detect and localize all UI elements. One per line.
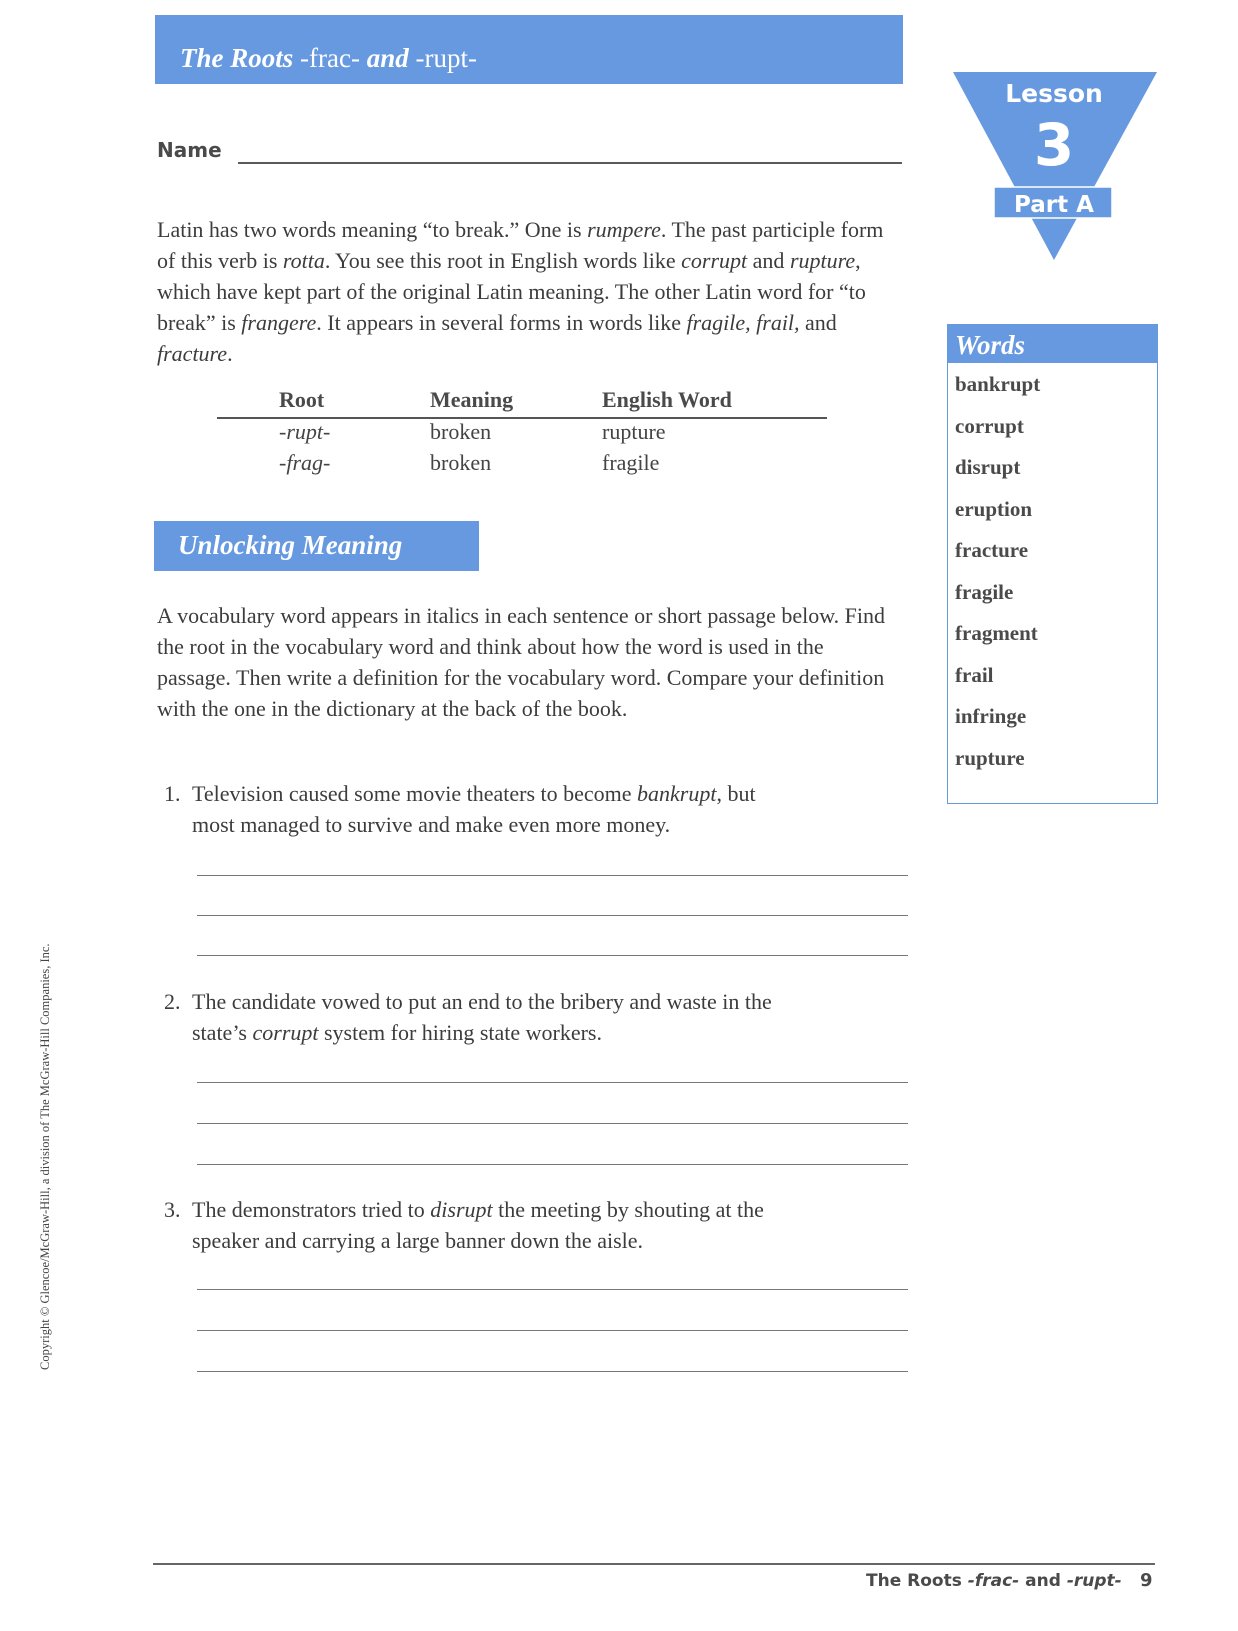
col-english-word: English Word	[602, 387, 732, 412]
lesson-part: Part A	[1014, 192, 1094, 218]
table-row	[217, 419, 827, 450]
vocab-word: bankrupt	[637, 781, 717, 806]
answer-line[interactable]	[197, 955, 908, 956]
question-number: 1.	[164, 781, 181, 806]
page-number: 9	[1140, 1570, 1153, 1591]
answer-line[interactable]	[197, 1082, 908, 1083]
word-item: eruption	[955, 496, 1033, 521]
title-and: and	[366, 43, 409, 73]
word-item: fracture	[955, 538, 1029, 562]
col-root: Root	[279, 387, 325, 412]
words-box	[947, 324, 1158, 804]
cell-meaning: broken	[430, 419, 492, 444]
answer-line[interactable]	[197, 875, 908, 876]
footer-divider	[153, 1563, 1155, 1565]
cell-english-word: rupture	[602, 419, 666, 444]
lesson-badge	[950, 70, 1160, 265]
name-field[interactable]	[238, 162, 902, 164]
answer-line[interactable]	[197, 1289, 908, 1290]
word-item: bankrupt	[955, 372, 1041, 396]
title-root-rupt: -rupt-	[415, 43, 477, 73]
question-3: 3. The demonstrators tried to disrupt the meeting by shouting at the speaker and carrying a large banner down the aisle.	[164, 1194, 904, 1256]
word-item: infringe	[955, 704, 1027, 728]
title-prefix: The Roots	[180, 43, 294, 73]
words-title: Words	[948, 325, 1157, 363]
cell-english-word: fragile	[602, 450, 660, 475]
footer-title: The Roots -frac- and -rupt-	[866, 1571, 1122, 1591]
words-list	[948, 363, 1157, 779]
vocab-word: disrupt	[430, 1197, 493, 1222]
question-line-2: state’s corrupt system for hiring state workers.	[192, 1020, 602, 1045]
word-item: disrupt	[955, 455, 1021, 479]
instructions: A vocabulary word appears in italics in each sentence or short passage below. Find the root in the vocabulary word and think about how the word is used in the passage. Then write a definition for the vocabulary word. Compare your definition with the one in the dictionary at the back of the book.	[157, 603, 886, 721]
root-table	[217, 387, 827, 481]
cell-meaning: broken	[430, 450, 492, 475]
cell-root: -rupt-	[279, 419, 331, 444]
page-title	[180, 43, 477, 74]
word-item: fragile	[955, 579, 1014, 604]
cell-root: -frag-	[279, 450, 331, 475]
root-table-header	[217, 387, 827, 419]
question-line-2: most managed to survive and make even more money.	[192, 812, 671, 837]
answer-line[interactable]	[197, 1123, 908, 1124]
answer-line[interactable]	[197, 1330, 908, 1331]
table-row	[217, 450, 827, 481]
word-item: corrupt	[955, 413, 1024, 438]
answer-line[interactable]	[197, 1164, 908, 1165]
intro-paragraph: Latin has two words meaning “to break.” One is rumpere. The past participle form of this verb is rotta. You see this root in English words like corrupt and rupture, which have kept part of the original Latin meaning. The other Latin word for “to break” is frangere. It appears in several forms in words like fragile, frail, and fracture.	[157, 217, 884, 366]
question-line-2: speaker and carrying a large banner down the aisle.	[192, 1228, 644, 1253]
question-number: 3.	[164, 1197, 181, 1222]
section-header	[154, 521, 479, 571]
title-root-frac: -frac-	[300, 43, 360, 73]
copyright-notice: Copyright © Glencoe/McGraw-Hill, a division of The McGraw-Hill Companies, Inc.	[38, 943, 52, 1370]
lesson-label: Lesson	[1005, 79, 1103, 108]
section-title: Unlocking Meaning	[178, 530, 403, 560]
vocab-word: corrupt	[252, 1020, 319, 1045]
question-number: 2.	[164, 989, 181, 1014]
page-title-bar	[155, 15, 903, 84]
col-meaning: Meaning	[430, 387, 514, 412]
answer-line[interactable]	[197, 1371, 908, 1372]
name-label: Name	[157, 138, 222, 162]
question-1: 1. Television caused some movie theaters to become bankrupt, but most managed to survive and make even more money.	[164, 778, 904, 840]
word-item: fragment	[955, 621, 1038, 645]
lesson-number: 3	[1033, 111, 1075, 179]
word-item: rupture	[955, 745, 1025, 770]
answer-line[interactable]	[197, 915, 908, 916]
word-item: frail	[955, 662, 994, 687]
question-2: 2. The candidate vowed to put an end to the bribery and waste in the state’s corrupt system for hiring state workers.	[164, 986, 904, 1048]
